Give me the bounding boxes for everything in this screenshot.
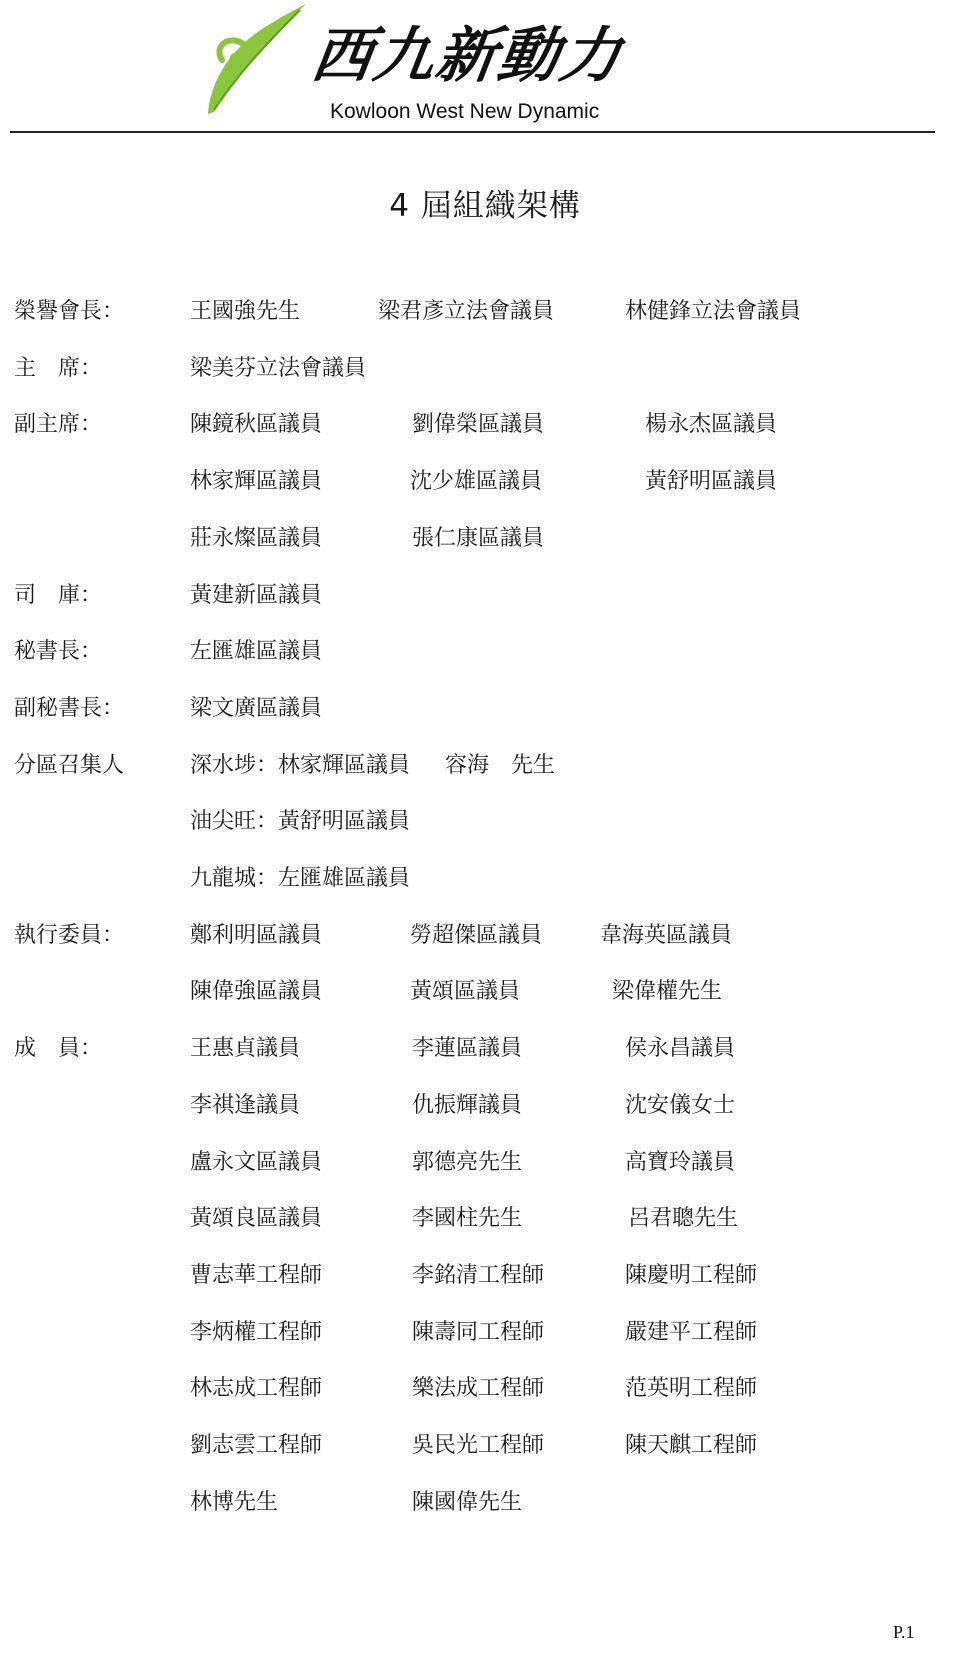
role-label: 主 席： [14, 356, 103, 381]
member-name: 李炳權工程師 [190, 1320, 323, 1345]
member-name: 李蓮區議員 [412, 1036, 523, 1061]
member-name: 容海 先生 [445, 753, 556, 778]
page-title: 4 屆組織架構 [389, 188, 581, 224]
member-name: 王惠貞議員 [190, 1036, 301, 1061]
member-name: 李祺逢議員 [190, 1093, 301, 1118]
member-name: 劉偉榮區議員 [412, 412, 545, 437]
member-name: 曹志華工程師 [190, 1263, 323, 1288]
member-name: 黃建新區議員 [190, 583, 323, 608]
member-name: 九龍城：左匯雄區議員 [190, 866, 411, 891]
role-label: 分區召集人 [14, 753, 125, 778]
member-name: 陳慶明工程師 [625, 1263, 758, 1288]
member-name: 高寶玲議員 [625, 1150, 736, 1175]
member-name: 林家輝區議員 [190, 469, 323, 494]
page-number: P.1 [893, 1622, 915, 1642]
member-name: 梁偉權先生 [612, 979, 723, 1004]
member-name: 鄭利明區議員 [190, 923, 323, 948]
member-name: 陳鏡秋區議員 [190, 412, 323, 437]
member-name: 林健鋒立法會議員 [625, 299, 802, 324]
member-name: 黃頌良區議員 [190, 1206, 323, 1231]
member-name: 左匯雄區議員 [190, 639, 323, 664]
member-name: 范英明工程師 [625, 1376, 758, 1401]
member-name: 深水埗：林家輝區議員 [190, 753, 411, 778]
member-name: 仇振輝議員 [412, 1093, 523, 1118]
member-name: 劉志雲工程師 [190, 1433, 323, 1458]
member-name: 油尖旺：黃舒明區議員 [190, 809, 411, 834]
member-name: 陳壽同工程師 [412, 1320, 545, 1345]
member-name: 張仁康區議員 [412, 526, 545, 551]
member-name: 李國柱先生 [412, 1206, 523, 1231]
member-name: 梁君彥立法會議員 [378, 299, 555, 324]
member-name: 樂法成工程師 [412, 1376, 545, 1401]
role-label: 副秘書長： [14, 696, 125, 721]
logo-chinese-text: 西九新動力 [307, 21, 628, 91]
role-label: 副主席： [14, 412, 103, 437]
member-name: 陳國偉先生 [412, 1490, 523, 1515]
member-name: 莊永燦區議員 [190, 526, 323, 551]
role-label: 執行委員： [14, 923, 125, 948]
member-name: 李銘清工程師 [412, 1263, 545, 1288]
role-label: 秘書長： [14, 639, 103, 664]
member-name: 郭德亮先生 [412, 1150, 523, 1175]
member-name: 勞超傑區議員 [410, 923, 543, 948]
role-label: 榮譽會長： [14, 299, 125, 324]
member-name: 呂君聰先生 [628, 1206, 739, 1231]
member-name: 黃舒明區議員 [645, 469, 778, 494]
member-name: 侯永昌議員 [625, 1036, 736, 1061]
member-name: 吳民光工程師 [412, 1433, 545, 1458]
logo-english-text: Kowloon West New Dynamic [330, 100, 600, 123]
member-name: 陳偉強區議員 [190, 979, 323, 1004]
member-name: 黃頌區議員 [410, 979, 521, 1004]
member-name: 盧永文區議員 [190, 1150, 323, 1175]
member-name: 沈安儀女士 [625, 1093, 736, 1118]
role-label: 成 員： [14, 1036, 103, 1061]
member-name: 林志成工程師 [190, 1376, 323, 1401]
member-name: 韋海英區議員 [600, 923, 733, 948]
member-name: 王國強先生 [190, 299, 301, 324]
member-name: 嚴建平工程師 [625, 1320, 758, 1345]
member-name: 梁美芬立法會議員 [190, 356, 367, 381]
member-name: 沈少雄區議員 [410, 469, 543, 494]
member-name: 林博先生 [190, 1490, 279, 1515]
member-name: 陳天麒工程師 [625, 1433, 758, 1458]
member-name: 楊永杰區議員 [645, 412, 778, 437]
member-name: 梁文廣區議員 [190, 696, 323, 721]
role-label: 司 庫： [14, 583, 103, 608]
